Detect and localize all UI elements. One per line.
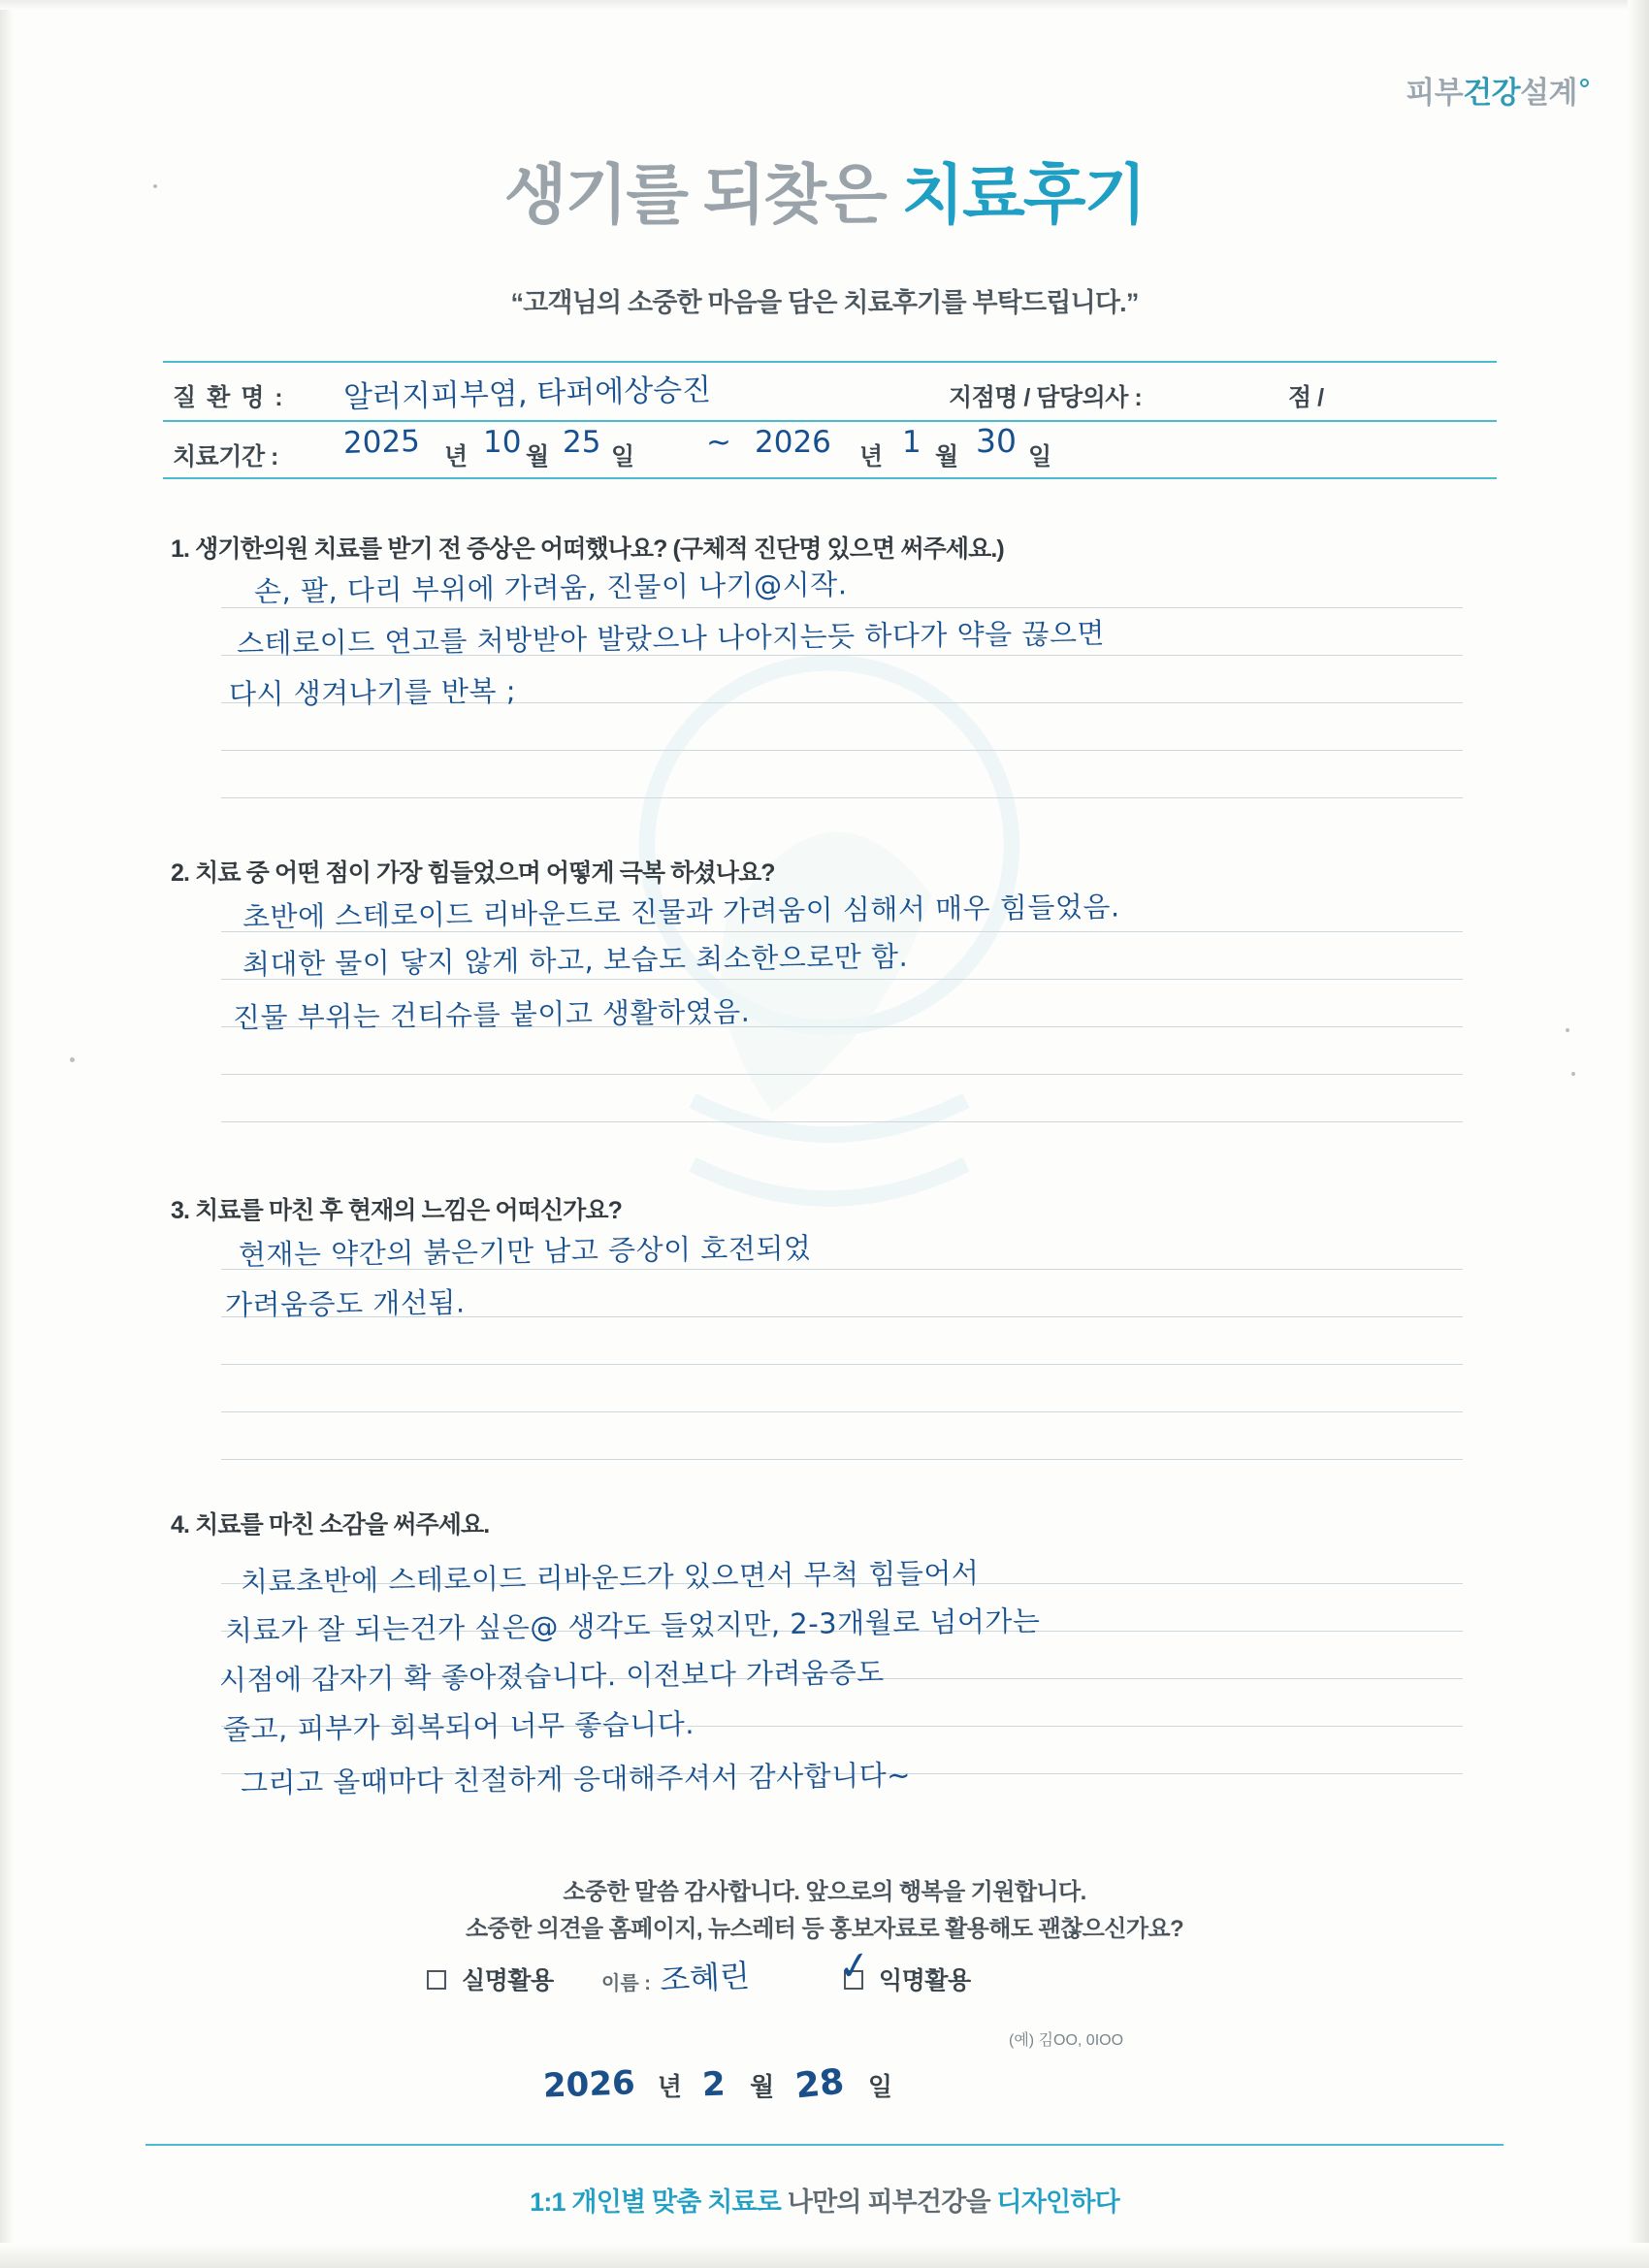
period-year-unit-to: 년 [859, 443, 883, 470]
paper-edge-top [0, 0, 1649, 10]
info-table [163, 361, 1497, 479]
answer-2-line-2[interactable]: 최대한 물이 닿지 않게 하고, 보습도 최소한으로만 함. [242, 939, 909, 982]
period-year-unit-from: 년 [444, 443, 468, 470]
brand-dot-icon [1580, 79, 1589, 87]
page-title-gray: 생기를 되찾은 [503, 159, 886, 232]
info-row-period [163, 420, 1497, 479]
scan-speck [70, 1057, 75, 1062]
period-day-to[interactable]: 30 [976, 422, 1017, 460]
brand-logo [1406, 68, 1589, 112]
brand-part1: 피부 [1406, 76, 1464, 110]
thanks-line-2: 소중한 의견을 홈페이지, 뉴스레터 등 홍보자료로 활용해도 괜찮으신가요? [465, 1916, 1184, 1942]
period-day-from[interactable]: 25 [563, 425, 601, 460]
answer-3-line-1[interactable]: 현재는 약간의 붉은기만 남고 증상이 호전되었 [238, 1231, 812, 1272]
answer-4-line-3[interactable]: 시점에 갑자기 확 좋아졌습니다. 이전보다 가려움증도 [218, 1655, 885, 1698]
answer-1-line-3[interactable]: 다시 생겨나기를 반복 ; [228, 674, 517, 711]
bottom-divider [146, 2144, 1504, 2146]
period-month-unit-from: 월 [526, 443, 549, 470]
date-month-unit: 월 [750, 2072, 775, 2101]
example-note: (예) 김OO, 0IOO [1009, 2032, 1124, 2049]
period-tilde: ~ [706, 425, 731, 460]
question-3-heading [171, 1191, 622, 1226]
real-name-label: 실명활용 [462, 1967, 554, 1994]
page-subtitle: “고객님의 소중한 마음을 담은 치료후기를 부탁드립니다.” [510, 288, 1139, 317]
answer-line-rule [221, 1364, 1463, 1365]
page-title [0, 144, 1649, 237]
answer-line-rule [221, 1074, 1463, 1075]
question-3-text: 치료를 마친 후 현재의 느낌은 어떠신가요? [195, 1197, 622, 1224]
info-row-disease [163, 361, 1497, 420]
name-label: 이름 : [601, 1973, 651, 1994]
anonymous-label: 익명활용 [879, 1967, 971, 1994]
answer-3-line-2[interactable]: 가려움증도 개선됨. [224, 1285, 466, 1322]
tagline-prefix: 1:1 개인별 맞춤 치료로 [530, 2187, 782, 2217]
signature-date [542, 2061, 892, 2107]
question-2-number: 2. [171, 859, 190, 887]
question-4-number: 4. [171, 1511, 190, 1539]
answer-4-line-1[interactable]: 치료초반에 스테로이드 리바운드가 있으면서 무척 힘들어서 [240, 1556, 980, 1599]
date-year-value[interactable]: 2026 [542, 2063, 636, 2106]
answer-1-line-2[interactable]: 스테로이드 연고를 처방받아 발랐으나 나아지는듯 하다가 약을 끊으면 [236, 616, 1106, 661]
date-month-value[interactable]: 2 [701, 2064, 727, 2105]
consent-options [417, 1941, 1251, 2002]
answer-1-line-1[interactable]: 손, 팔, 다리 부위에 가려움, 진물이 나기@시작. [253, 567, 848, 608]
answer-line-rule [221, 1459, 1463, 1460]
period-month-to[interactable]: 1 [902, 425, 922, 460]
tagline-mid: 나만의 피부건강을 [781, 2187, 997, 2217]
answer-line-rule [221, 1121, 1463, 1122]
answer-line-rule [221, 797, 1463, 798]
tagline [0, 2181, 1649, 2219]
disease-value[interactable]: 알러지피부염, 타퍼에상승진 [342, 373, 712, 415]
disease-label: 질 환 명 : [173, 384, 285, 411]
answer-2-line-3[interactable]: 진물 부위는 건티슈를 붙이고 생활하였음. [232, 994, 751, 1035]
checkbox-real-name[interactable] [427, 1970, 446, 1990]
period-day-unit-to: 일 [1028, 443, 1051, 470]
date-year-unit: 년 [657, 2072, 682, 2101]
branch-label: 지점명 / 담당의사 : [949, 384, 1143, 411]
question-1-number: 1. [171, 535, 190, 563]
scan-speck [1566, 1028, 1569, 1032]
question-1-text: 생기한의원 치료를 받기 전 증상은 어떠했나요? (구체적 진단명 있으면 써주세요.) [195, 535, 1004, 563]
scan-speck [1571, 1072, 1575, 1076]
brand-part3: 설계 [1520, 76, 1577, 110]
paper-edge-bottom [0, 2243, 1649, 2268]
period-day-unit-from: 일 [611, 443, 634, 470]
answer-4-line-4[interactable]: 줄고, 피부가 회복되어 너무 좋습니다. [222, 1707, 695, 1746]
question-4-heading [171, 1506, 489, 1540]
thanks-line-1: 소중한 말씀 감사합니다. 앞으로의 행복을 기원합니다. [563, 1879, 1086, 1905]
answer-4-line-2[interactable]: 치료가 잘 되는건가 싶은@ 생각도 들었지만, 2-3개월로 넘어가는 [224, 1604, 1041, 1648]
name-value[interactable]: 조혜린 [659, 1957, 751, 1999]
period-label: 치료기간 : [173, 443, 278, 470]
period-month-from[interactable]: 10 [483, 425, 522, 460]
question-4-text: 치료를 마친 소감을 써주세요. [195, 1511, 490, 1539]
branch-value[interactable]: 점 / [1288, 384, 1324, 411]
question-1-heading [171, 530, 1004, 565]
answer-line-rule [221, 750, 1463, 751]
question-2-text: 치료 중 어떤 점이 가장 힘들었으며 어떻게 극복 하셨나요? [195, 859, 775, 887]
question-3-number: 3. [171, 1197, 190, 1224]
tagline-suffix: 디자인하다 [996, 2187, 1119, 2217]
question-2-heading [171, 854, 775, 889]
period-year-to[interactable]: 2026 [755, 425, 831, 460]
answer-line-rule [221, 1411, 1463, 1412]
answer-4-line-5[interactable]: 그리고 올때마다 친절하게 응대해주셔서 감사합니다~ [240, 1758, 912, 1800]
period-year-from[interactable]: 2025 [342, 423, 421, 462]
period-month-unit-to: 월 [935, 443, 958, 470]
date-day-unit: 일 [867, 2072, 892, 2101]
page-title-blue: 치료후기 [901, 159, 1146, 232]
brand-part2: 건강 [1463, 76, 1521, 110]
answer-2-line-1[interactable]: 초반에 스테로이드 리바운드로 진물과 가려움이 심해서 매우 힘들었음. [242, 890, 1120, 934]
checkmark-icon: ✓ [834, 1941, 874, 1992]
date-day-value[interactable]: 28 [792, 2061, 846, 2107]
